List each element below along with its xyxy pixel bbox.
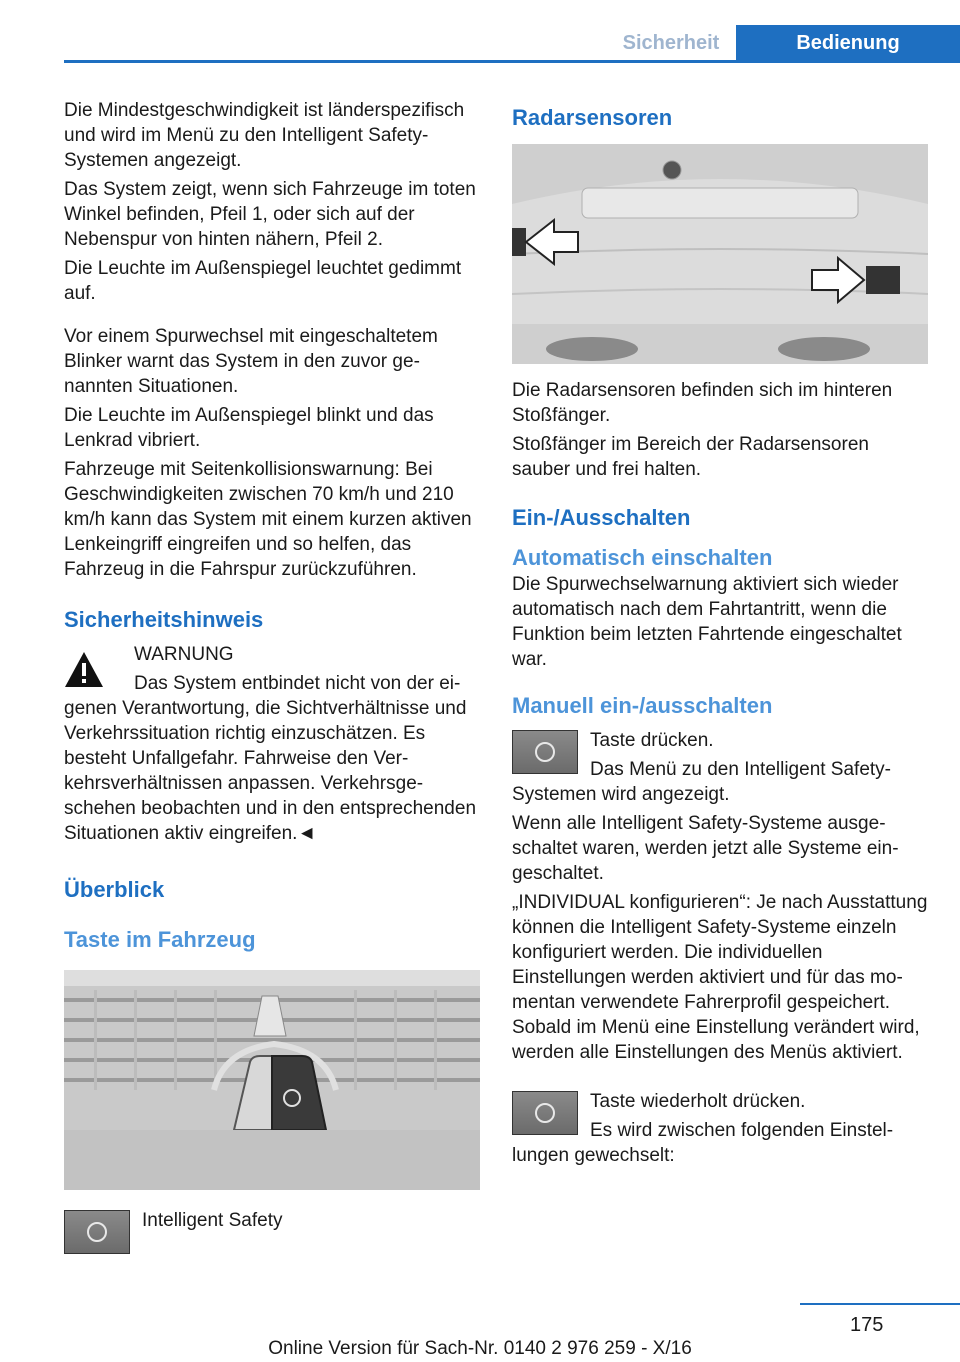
repeat-block (512, 1089, 932, 1172)
intelligent-safety-button-icon (512, 730, 578, 774)
vehicle-button-photo (64, 970, 480, 1190)
onoff-heading: Ein-/Ausschalten (512, 505, 691, 530)
warning-block (64, 642, 480, 850)
right-column (512, 98, 932, 1172)
page-number: 175 (850, 1314, 884, 1336)
tab-bedienung[interactable]: Bedienung (736, 25, 960, 61)
radar-location: Die Radarsensoren befinden sich im hinteren Stoßfänger. (512, 380, 893, 426)
button-heading: Taste im Fahrzeug (64, 927, 256, 952)
repeat-switch: Es wird zwischen folgenden Einstellungen gewechselt: (512, 1120, 894, 1166)
manual-menu: Das Menü zu den Intelligent Safety-Systemen wird angezeigt. (512, 759, 892, 805)
manual-individual: „INDIVIDUAL konfigurieren“: Je nach Ausstattung können die Intelligent Safety-Systeme einzeln konfiguriert werden. Die individuellen Einstellungen werden aktiviert und für das momentan verwendete Fahrerprofil gespeichert. Sobald im Menü eine Einstellung verändert wird, werden alle Einstellungen des Menüs aktiviert. (512, 892, 928, 1063)
overview-heading: Überblick (64, 877, 165, 902)
intelligent-safety-button-icon (512, 1091, 578, 1135)
paragraph-mirror-blinks: Die Leuchte im Außenspiegel blinkt und das Lenkrad vibriert. (64, 405, 434, 451)
button-caption: Intelligent Safety (142, 1210, 283, 1231)
button-caption-row (64, 1208, 480, 1258)
tab-sicherheit[interactable]: Sicherheit (622, 31, 720, 54)
paragraph-side-collision: Fahrzeuge mit Seitenkollisionswarnung: Bei Geschwindigkeiten zwischen 70 km/h und 210 km/h kann das System mit einem kurzen aktiven Lenkeingriff eingreifen und so helfen, das Fahrzeug in die Fahrspur zurückzuführen. (64, 459, 472, 580)
safety-heading: Sicherheitshinweis (64, 607, 264, 632)
warning-text: Das System entbindet nicht von der eigenen Verantwortung, die Sichtverhältnisse und Verkehrssituation richtig einzuschätzen. Es besteht Unfallgefahr. Fahrweise den Verkehrsverhältnissen anpassen. Verkehrsgeschehen beobachten und in den entsprechenden Situationen aktiv eingreifen.◄ (64, 673, 477, 844)
warning-triangle-icon (64, 650, 104, 690)
manual-all-on: Wenn alle Intelligent Safety-Systeme ausgeschaltet waren, werden jetzt alle Systeme eingeschaltet. (512, 813, 899, 884)
radar-cleaning: Stoßfänger im Bereich der Radarsensoren sauber und frei halten. (512, 434, 869, 480)
radar-sensors-photo (512, 144, 928, 364)
manual-block (512, 728, 932, 811)
repeat-press: Taste wiederholt drücken. (590, 1091, 806, 1112)
manual-heading: Manuell ein-/ausschalten (512, 693, 773, 718)
paragraph-mirror-dimmed: Die Leuchte im Außenspiegel leuchtet gedimmt auf. (64, 258, 462, 304)
footer-rule (800, 1303, 960, 1305)
auto-heading: Automatisch einschalten (512, 545, 773, 570)
manual-press: Taste drücken. (590, 730, 714, 751)
paragraph-min-speed: Die Mindestgeschwindigkeit ist länderspezifisch und wird im Menü zu den Intelligent Safety-Systemen angezeigt. (64, 100, 465, 171)
auto-paragraph: Die Spurwechselwarnung aktiviert sich wieder automatisch nach dem Fahrtantritt, wenn die Funktion beim letzten Fahrtende eingeschaltet war. (512, 574, 902, 670)
left-column (64, 98, 480, 1258)
warning-title: WARNUNG (134, 644, 234, 665)
footer-text: Online Version für Sach-Nr. 0140 2 976 259 - X/16 (268, 1338, 692, 1359)
intelligent-safety-button-icon (64, 1210, 130, 1254)
radar-heading: Radarsensoren (512, 105, 673, 130)
paragraph-display-arrows: Das System zeigt, wenn sich Fahrzeuge im toten Winkel befinden, Pfeil 1, oder sich auf der Nebenspur von hinten nähern, Pfeil 2. (64, 179, 476, 250)
paragraph-lane-change-warning: Vor einem Spurwechsel mit eingeschaltetem Blinker warnt das System in den zuvor genannten Situationen. (64, 326, 438, 397)
